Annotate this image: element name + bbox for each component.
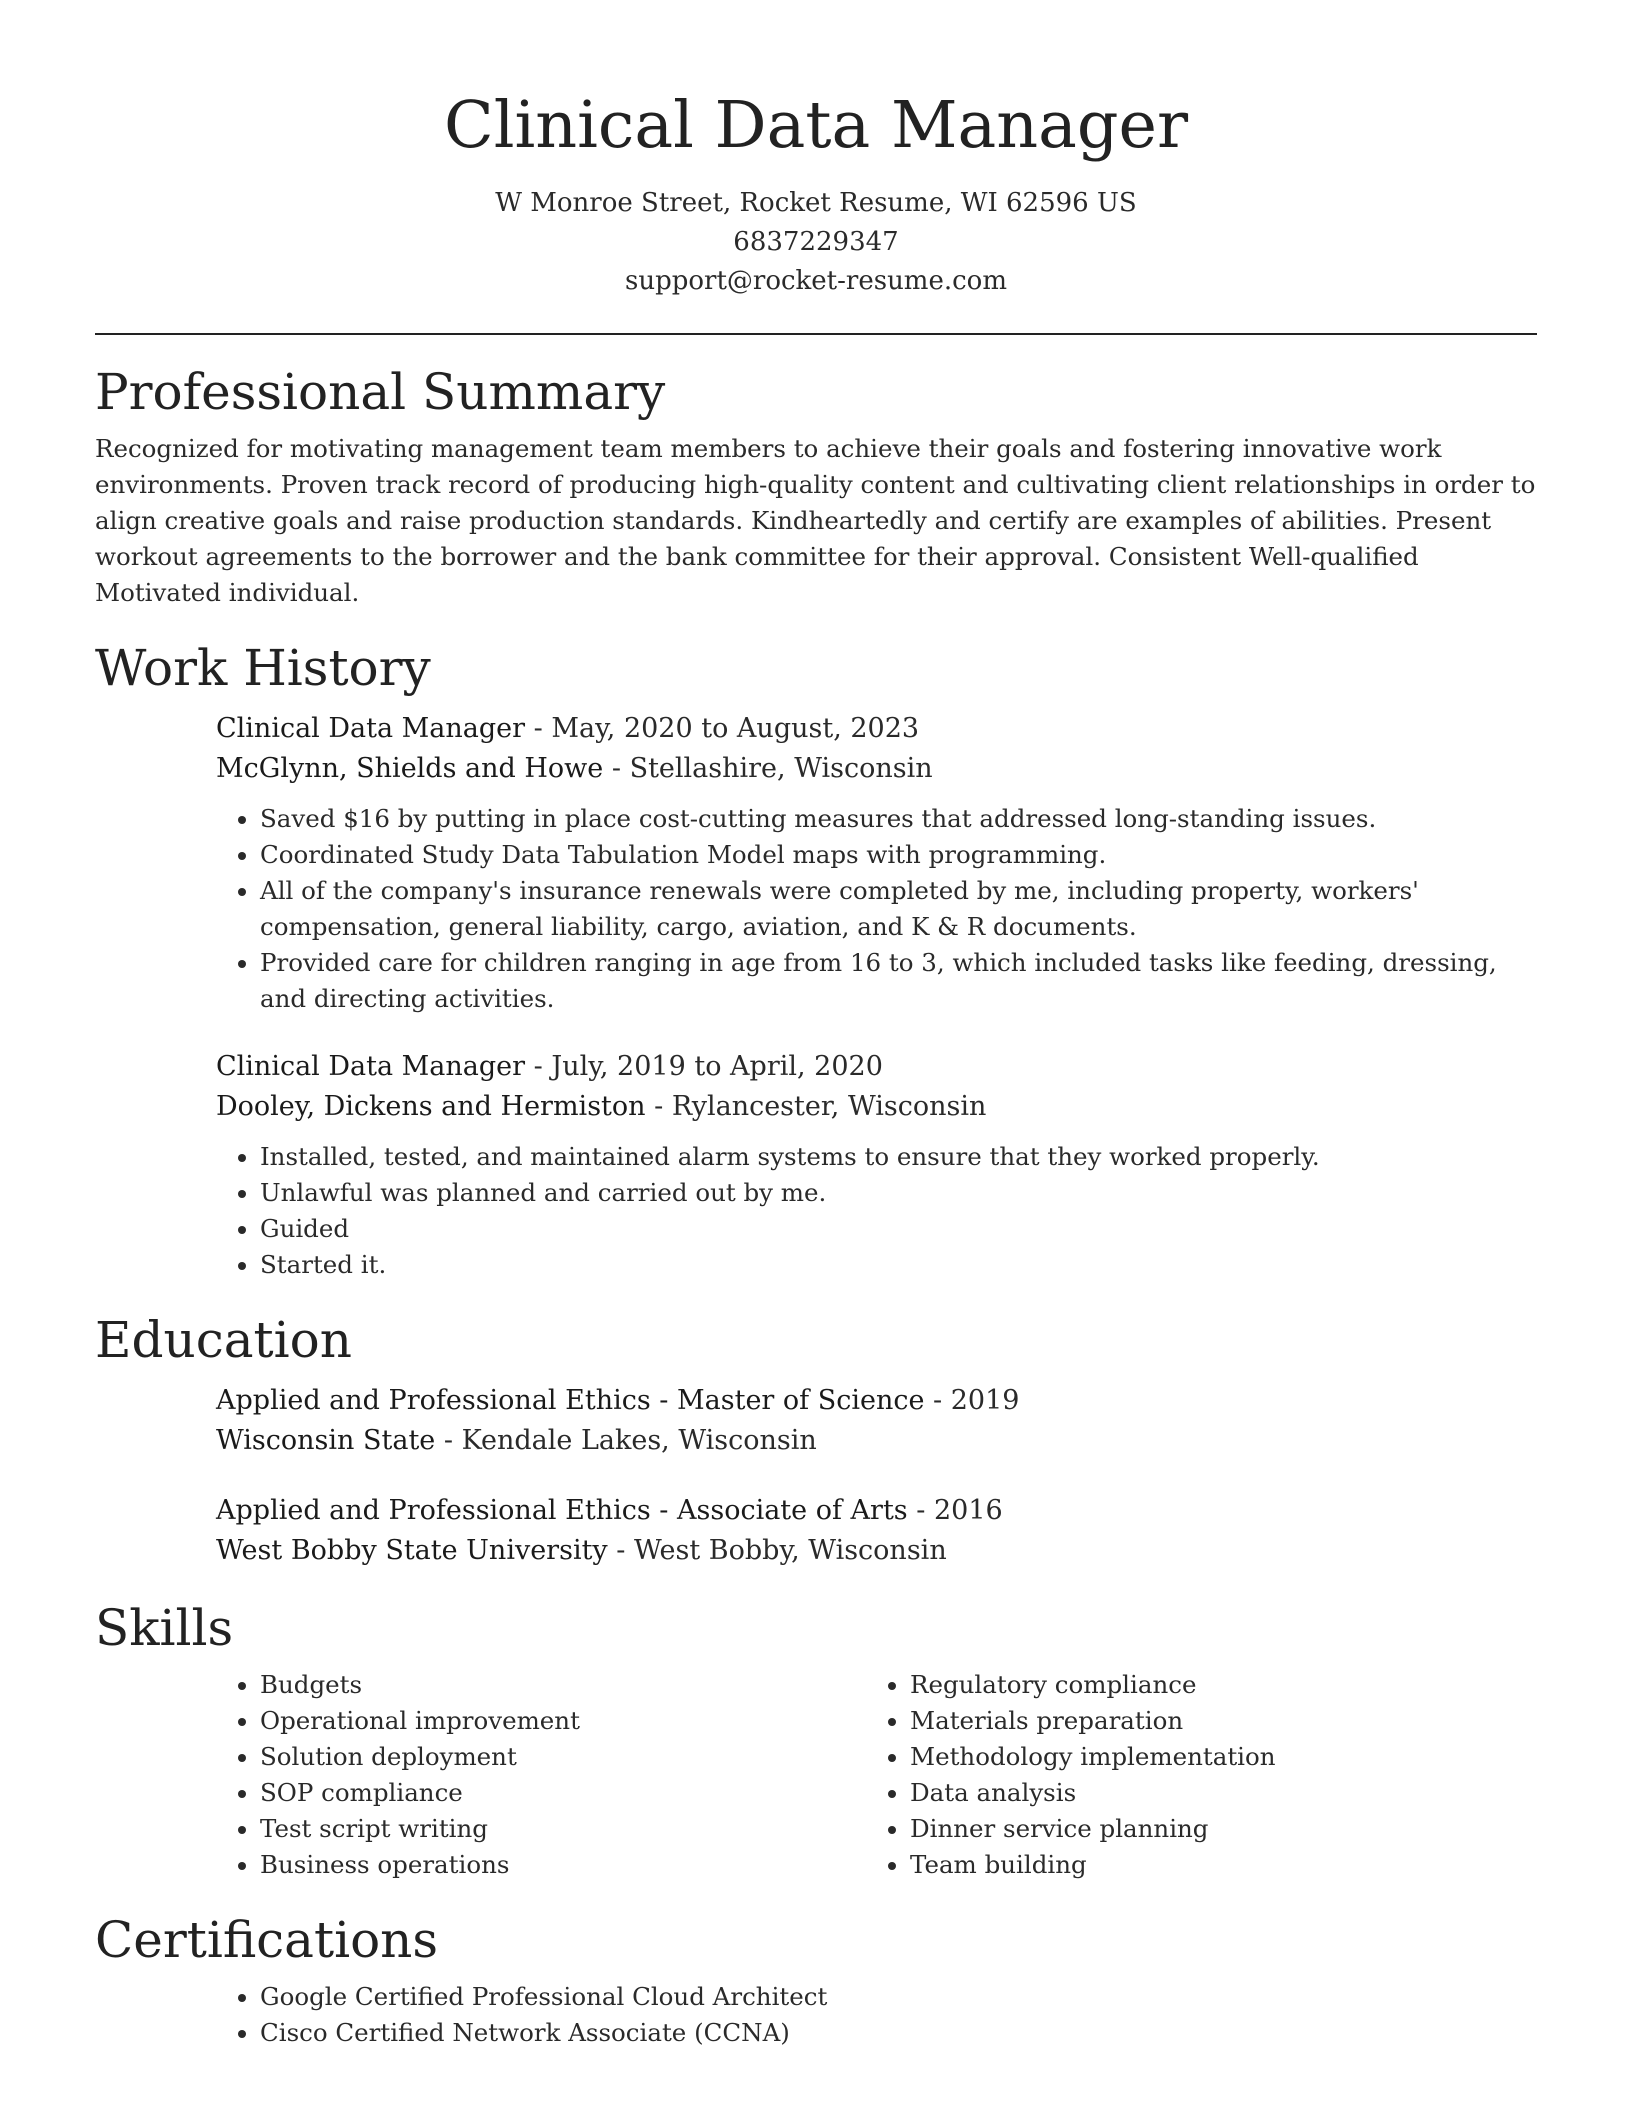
job-entry <box>216 709 1537 1017</box>
education-title: Education <box>95 1311 352 1369</box>
job-bullets <box>216 1139 1537 1283</box>
job-bullet: • Unlawful was planned and carried out by me. <box>260 1175 1537 1211</box>
skills-list <box>866 1667 1516 1883</box>
contact-phone: 6837229347 <box>733 227 899 257</box>
summary-section <box>95 359 1537 611</box>
skill-item: • Materials preparation <box>910 1703 1516 1739</box>
job-dates: - July, 2019 to April, 2020 <box>525 1051 883 1082</box>
job-entry <box>216 1047 1537 1283</box>
job-location: - Rylancester, Wisconsin <box>645 1091 987 1122</box>
job-company: Dooley, Dickens and Hermiston <box>216 1091 646 1122</box>
skills-section <box>95 1595 1537 1883</box>
resume-header <box>95 0 1537 301</box>
job-title-line <box>216 1047 1537 1087</box>
certification-item: • Google Certified Professional Cloud Architect <box>260 1979 1537 2015</box>
education-location: - Kendale Lakes, Wisconsin <box>435 1425 817 1456</box>
skill-item: • Team building <box>910 1847 1516 1883</box>
skill-item: • Dinner service planning <box>910 1811 1516 1847</box>
education-section <box>95 1307 1537 1571</box>
job-role: Clinical Data Manager <box>216 713 526 744</box>
education-location: - West Bobby, Wisconsin <box>607 1535 947 1566</box>
skill-item: • Data analysis <box>910 1775 1516 1811</box>
job-role: Clinical Data Manager <box>216 1051 526 1082</box>
job-company-line <box>216 749 1537 789</box>
education-entry <box>216 1491 1537 1571</box>
job-dates: - May, 2020 to August, 2023 <box>525 713 920 744</box>
certification-item: • Cisco Certified Network Associate (CCNA) <box>260 2015 1537 2051</box>
job-bullet: • Guided <box>260 1211 1537 1247</box>
job-bullets <box>216 801 1537 1017</box>
education-school: West Bobby State University <box>216 1535 608 1566</box>
education-entry <box>216 1381 1537 1461</box>
skills-list <box>216 1667 866 1883</box>
resume-name: Clinical Data Manager <box>443 88 1189 163</box>
skills-title: Skills <box>95 1599 234 1657</box>
job-bullet: • Provided care for children ranging in age from 16 to 3, which included tasks like feeding, dressing, and directing activities. <box>260 945 1537 1017</box>
job-bullet: • Started it. <box>260 1247 1537 1283</box>
skill-item: • SOP compliance <box>260 1775 866 1811</box>
job-bullet: • All of the company's insurance renewals were completed by me, including property, workers' compensation, general liability, cargo, aviation, and K & R documents. <box>260 873 1537 945</box>
skills-grid <box>216 1667 1537 1883</box>
education-field: Applied and Professional Ethics - Associate of Arts <box>216 1495 908 1526</box>
skill-item: • Methodology implementation <box>910 1739 1516 1775</box>
certifications-body <box>216 1979 1537 2051</box>
skill-item: • Test script writing <box>260 1811 866 1847</box>
job-company: McGlynn, Shields and Howe <box>216 753 604 784</box>
skill-item: • Operational improvement <box>260 1703 866 1739</box>
skills-column-left <box>216 1667 866 1883</box>
job-bullet: • Saved $16 by putting in place cost-cutting measures that addressed long-standing issues. <box>260 801 1537 837</box>
contact-info <box>95 184 1537 301</box>
summary-title: Professional Summary <box>95 363 666 421</box>
certifications-section <box>95 1907 1537 2051</box>
work-history-title: Work History <box>95 639 431 697</box>
job-company-line <box>216 1087 1537 1127</box>
education-degree-line <box>216 1381 1537 1421</box>
work-history-section <box>95 635 1537 1283</box>
summary-text: Recognized for motivating management team members to achieve their goals and fostering innovative work environments. Proven track record of producing high-quality content and cultivating client relationships in order to align creative goals and raise production standards. Kindheartedly and certify are examples of abilities. Present workout agreements to the borrower and the bank committee for their approval. Consistent Well-qualified Motivated individual. <box>95 434 1536 607</box>
education-school-line <box>216 1531 1537 1571</box>
skill-item: • Business operations <box>260 1847 866 1883</box>
education-year: - 2016 <box>907 1495 1003 1526</box>
education-field: Applied and Professional Ethics - Master of Science <box>216 1385 925 1416</box>
contact-email: support@rocket-resume.com <box>624 266 1007 296</box>
job-location: - Stellashire, Wisconsin <box>603 753 933 784</box>
skill-item: • Regulatory compliance <box>910 1667 1516 1703</box>
job-title-line <box>216 709 1537 749</box>
education-degree-line <box>216 1491 1537 1531</box>
job-bullet: • Installed, tested, and maintained alarm systems to ensure that they worked properly. <box>260 1139 1537 1175</box>
education-school: Wisconsin State <box>216 1425 436 1456</box>
job-bullet: • Coordinated Study Data Tabulation Model maps with programming. <box>260 837 1537 873</box>
contact-address: W Monroe Street, Rocket Resume, WI 62596 US <box>495 188 1137 218</box>
certifications-list <box>216 1979 1537 2051</box>
certifications-title: Certifications <box>95 1911 439 1969</box>
skills-column-right <box>866 1667 1516 1883</box>
skill-item: • Solution deployment <box>260 1739 866 1775</box>
header-divider <box>95 333 1537 335</box>
skill-item: • Budgets <box>260 1667 866 1703</box>
education-year: - 2019 <box>924 1385 1020 1416</box>
education-school-line <box>216 1421 1537 1461</box>
